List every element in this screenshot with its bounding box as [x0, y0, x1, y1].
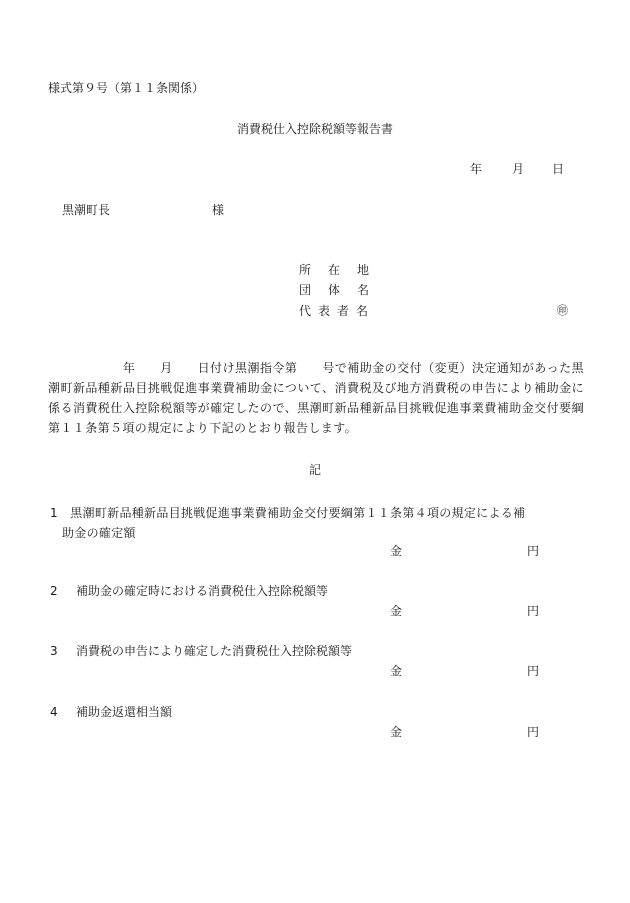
representative-label: 代表者名 [299, 304, 376, 318]
report-body-text: 年 月 日付け黒潮指令第 号で補助金の交付（変更）決定通知があった黒潮町新品種新品目挑戦促進事業費補助金について、消費税及び地方消費税の申告により補助金に係る消費税仕入控除税額等が確定したので、黒潮町新品種新品目挑戦促進事業費補助金交付要綱第１１条第５項の規定により下記のとおり報告します。 [48, 361, 584, 435]
item-2-amount-prefix: 金 [390, 604, 403, 618]
item-1 [50, 503, 584, 543]
item-3-number: 3 [50, 644, 58, 658]
item-4-amount-prefix: 金 [390, 725, 403, 739]
item-3-amount-prefix: 金 [390, 664, 403, 678]
document-title: 消費税仕入控除税額等報告書 [236, 122, 393, 136]
addressee-honorific: 様 [212, 203, 225, 217]
item-4-amount-unit: 円 [527, 725, 540, 739]
item-3-text: 消費税の申告により確定した消費税仕入控除税額等 [76, 644, 353, 658]
date-year-label: 年 [470, 162, 483, 176]
date-day-label: 日 [552, 162, 565, 176]
item-1-number: 1 [50, 506, 58, 520]
item-1-text-line2: 助金の確定額 [62, 526, 136, 540]
item-2-number: 2 [50, 584, 58, 598]
organization-label: 団体名 [299, 283, 387, 297]
date-month-label: 月 [512, 162, 525, 176]
item-1-text-line1: 黒潮町新品種新品目挑戦促進事業費補助金交付要綱第１１条第４項の規定による補 [57, 506, 526, 520]
item-2-text: 補助金の確定時における消費税仕入控除税額等 [76, 584, 329, 598]
item-1-amount-unit: 円 [527, 544, 540, 558]
seal-mark: ㊞ [557, 304, 568, 317]
item-4-text: 補助金返還相当額 [76, 705, 173, 719]
item-2-amount-unit: 円 [527, 604, 540, 618]
address-label: 所在地 [299, 263, 387, 277]
item-3-amount-unit: 円 [527, 664, 540, 678]
ki-heading: 記 [308, 463, 321, 477]
item-4-number: 4 [50, 705, 58, 719]
form-number: 様式第９号（第１１条関係） [48, 81, 205, 95]
item-1-amount-prefix: 金 [390, 544, 403, 558]
addressee-name: 黒潮町長 [62, 203, 111, 217]
